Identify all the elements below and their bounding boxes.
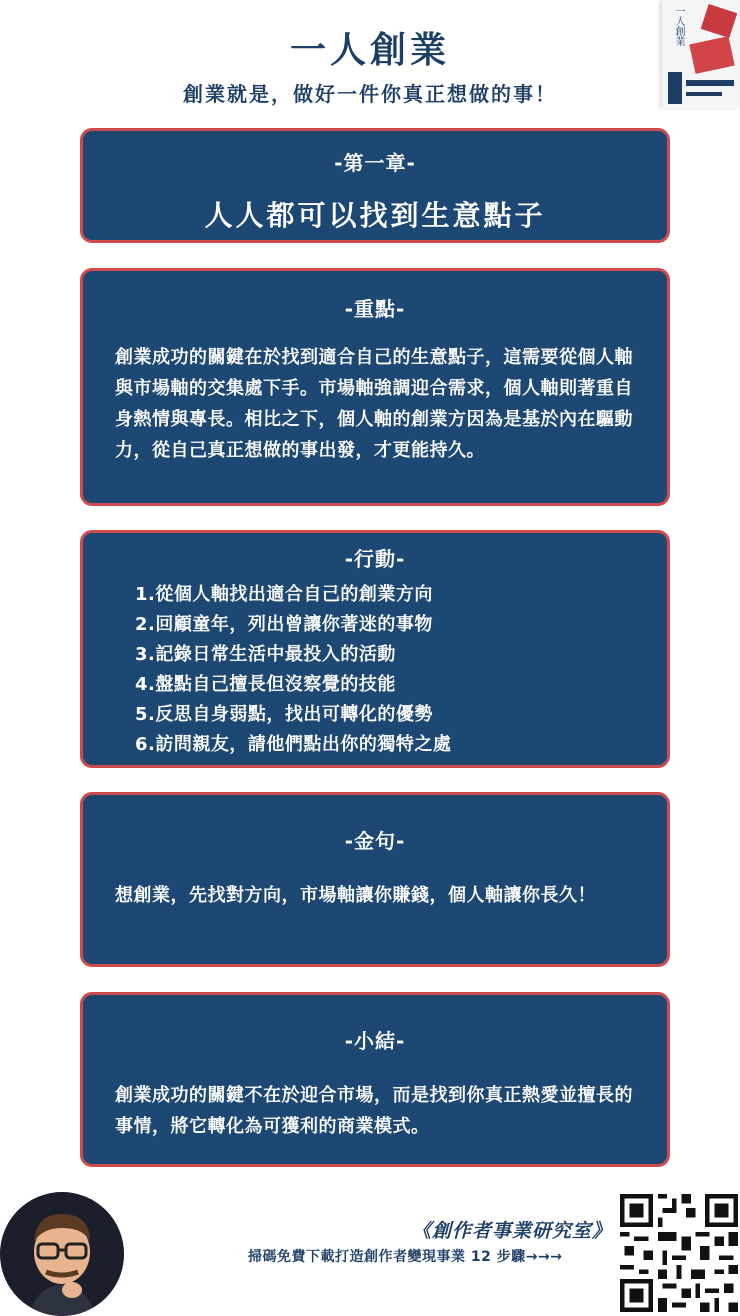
- avatar-illustration-icon: [0, 1192, 124, 1316]
- chapter-label: -第一章-: [334, 151, 416, 175]
- action-card: [80, 530, 670, 768]
- page-subtitle: 創業就是，做好一件你真正想做的事！: [183, 82, 557, 106]
- keypoints-card: [80, 268, 670, 506]
- header: [0, 0, 740, 120]
- book-cover-shape: [686, 80, 734, 86]
- action-item: 6.訪問親友，請他們點出你的獨特之處: [135, 734, 452, 755]
- book-spine-text: 一人創業: [673, 6, 684, 46]
- action-item: 2.回顧童年，列出曾讓你著迷的事物: [135, 614, 433, 635]
- action-item: 5.反思自身弱點，找出可轉化的優勢: [135, 704, 433, 725]
- book-cover-shape: [701, 4, 738, 38]
- quote-card: [80, 792, 670, 967]
- summary-label: -小結-: [344, 1029, 406, 1053]
- keypoints-label: -重點-: [344, 297, 406, 321]
- author-avatar: [0, 1192, 124, 1316]
- chapter-card: [80, 128, 670, 243]
- book-cover-shape: [686, 92, 722, 96]
- keypoints-body: 創業成功的關鍵在於找到適合自己的生意點子，這需要從個人軸與市場軸的交集處下手。市場軸強調迎合需求，個人軸則著重自身熱情與專長。相比之下，個人軸的創業方因為是基於內在驅動力，從自己真正想做的事出發，才更能持久。: [115, 347, 633, 461]
- quote-body: 想創業，先找對方向，市場軸讓你賺錢，個人軸讓你長久！: [115, 885, 596, 906]
- summary-body: 創業成功的關鍵不在於迎合市場，而是找到你真正熱愛並擅長的事情，將它轉化為可獲利的商業模式。: [115, 1085, 633, 1137]
- footer-cta: 掃碼免費下載打造創作者變現事業 12 步驟→→→: [248, 1249, 563, 1265]
- footer-brand: 《創作者事業研究室》: [411, 1220, 612, 1242]
- page-title: 一人創業: [289, 30, 450, 71]
- summary-card: [80, 992, 670, 1167]
- book-cover-shape: [668, 72, 682, 104]
- qr-code-icon[interactable]: [620, 1194, 738, 1312]
- action-item: 1.從個人軸找出適合自己的創業方向: [135, 584, 433, 605]
- action-item: 3.記錄日常生活中最投入的活動: [135, 644, 396, 665]
- action-list: [83, 580, 667, 760]
- action-item: 4.盤點自己擅長但沒察覺的技能: [135, 674, 396, 695]
- book-cover-image: [662, 0, 740, 108]
- action-label: -行動-: [344, 547, 406, 571]
- quote-label: -金句-: [344, 829, 406, 853]
- book-cover-shape: [689, 36, 734, 74]
- chapter-title: 人人都可以找到生意點子: [204, 199, 546, 232]
